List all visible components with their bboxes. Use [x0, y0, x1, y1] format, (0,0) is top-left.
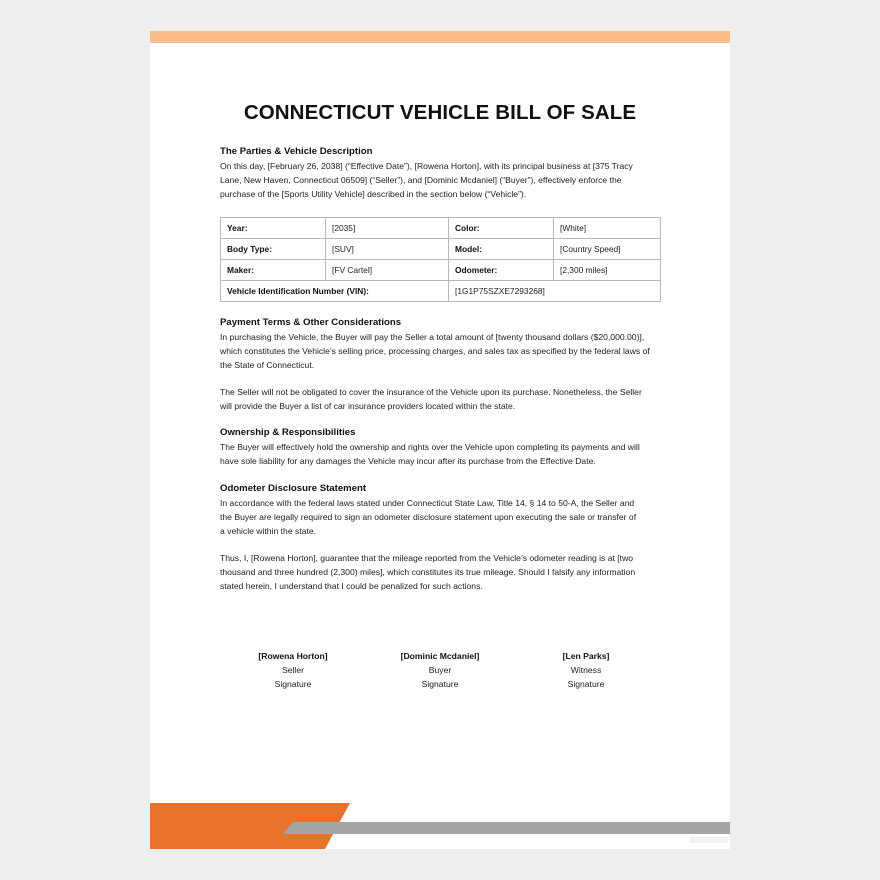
section-ownership: [220, 426, 660, 468]
vehicle-details-table: [220, 217, 661, 302]
table-label: Year:: [221, 218, 326, 239]
section-heading: Ownership & Responsibilities: [220, 427, 356, 438]
signatory-name: [Len Parks]: [562, 651, 610, 661]
paragraph-line: a vehicle within the state.: [220, 526, 317, 536]
paragraph-line: which constitutes the Vehicle’s selling price, processing charges, and sales tax as specified by the federal laws of: [220, 346, 650, 356]
table-row: [221, 260, 661, 281]
signatory-name: [Rowena Horton]: [258, 651, 328, 661]
paragraph-line: On this day, [February 26, 2038] (“Effective Date”), [Rowena Horton], with its principal business at [375 Tracy: [220, 161, 633, 171]
paragraph-line: thousand and three hundred (2,300) miles], which constitutes its true mileage. Should I falsify any information: [220, 567, 636, 577]
signature-block-seller: [218, 649, 368, 691]
table-value: [2,300 miles]: [554, 260, 661, 281]
paragraph-line: Lane, New Haven, Connecticut 06509] (“Seller”), and [Dominic Mcdaniel] (“Buyer”), effectively enforce the: [220, 175, 622, 185]
table-row: [221, 218, 661, 239]
section-odometer: [220, 482, 660, 593]
signatory-role: Seller: [282, 665, 304, 675]
document-page: [150, 31, 730, 849]
table-row: [221, 239, 661, 260]
gray-stripe-shape: [283, 822, 730, 834]
table-value: [FV Cartel]: [326, 260, 449, 281]
paragraph-line: stated herein, I understand that I could be penalized for such actions.: [220, 581, 483, 591]
vin-value: [1G1P75SZXE7293268]: [449, 281, 661, 302]
watermark-badge: [690, 837, 728, 843]
table-label: Body Type:: [221, 239, 326, 260]
section-parties: [220, 145, 660, 201]
table-label: Color:: [449, 218, 554, 239]
paragraph-line: will provide the Buyer a list of car insurance providers located within the state.: [220, 401, 516, 411]
signature-caption: Signature: [274, 679, 312, 689]
table-value: [Country Speed]: [554, 239, 661, 260]
signatory-role: Witness: [570, 665, 602, 675]
paragraph-line: In accordance with the federal laws stated under Connecticut State Law, Title 14, § 14 to 50-A, the Seller and: [220, 498, 635, 508]
signatory-name: [Dominic Mcdaniel]: [400, 651, 480, 661]
paragraph-line: The Buyer will effectively hold the ownership and rights over the Vehicle upon completing its payments and will: [220, 442, 640, 452]
paragraph-line: In purchasing the Vehicle, the Buyer will pay the Seller a total amount of [twenty thousand dollars ($20,000.00)],: [220, 332, 645, 342]
signature-block-witness: [511, 649, 661, 691]
section-heading: The Parties & Vehicle Description: [220, 146, 373, 157]
table-label: Maker:: [221, 260, 326, 281]
signatory-role: Buyer: [428, 665, 452, 675]
table-label: Odometer:: [449, 260, 554, 281]
section-heading: Payment Terms & Other Considerations: [220, 317, 402, 328]
signature-caption: Signature: [421, 679, 459, 689]
vin-label: Vehicle Identification Number (VIN):: [221, 281, 449, 302]
document-title: CONNECTICUT VEHICLE BILL OF SALE: [243, 101, 637, 124]
paragraph-line: the State of Connecticut.: [220, 360, 315, 370]
paragraph-line: purchase of the [Sports Utility Vehicle] described in the section below (“Vehicle”).: [220, 189, 527, 199]
top-accent-bar: [150, 31, 730, 43]
section-payment: [220, 316, 660, 413]
table-row: [221, 281, 661, 302]
paragraph-line: The Seller will not be obligated to cover the insurance of the Vehicle upon its purchase. Nonetheless, the Seller: [220, 387, 642, 397]
table-label: Model:: [449, 239, 554, 260]
paragraph-line: Thus, I, [Rowena Horton], guarantee that the mileage reported from the Vehicle’s odometer reading is at [two: [220, 553, 634, 563]
section-heading: Odometer Disclosure Statement: [220, 483, 367, 494]
paragraph-line: have sole liability for any damages the Vehicle may incur after its purchase from the Effective Date.: [220, 456, 596, 466]
footer-gray-stripe: [283, 822, 730, 834]
table-value: [2035]: [326, 218, 449, 239]
signature-caption: Signature: [567, 679, 605, 689]
table-value: [SUV]: [326, 239, 449, 260]
signature-block-buyer: [365, 649, 515, 691]
paragraph-line: the Buyer are legally required to sign an odometer disclosure statement upon executing the sale or transfer of: [220, 512, 637, 522]
table-value: [White]: [554, 218, 661, 239]
